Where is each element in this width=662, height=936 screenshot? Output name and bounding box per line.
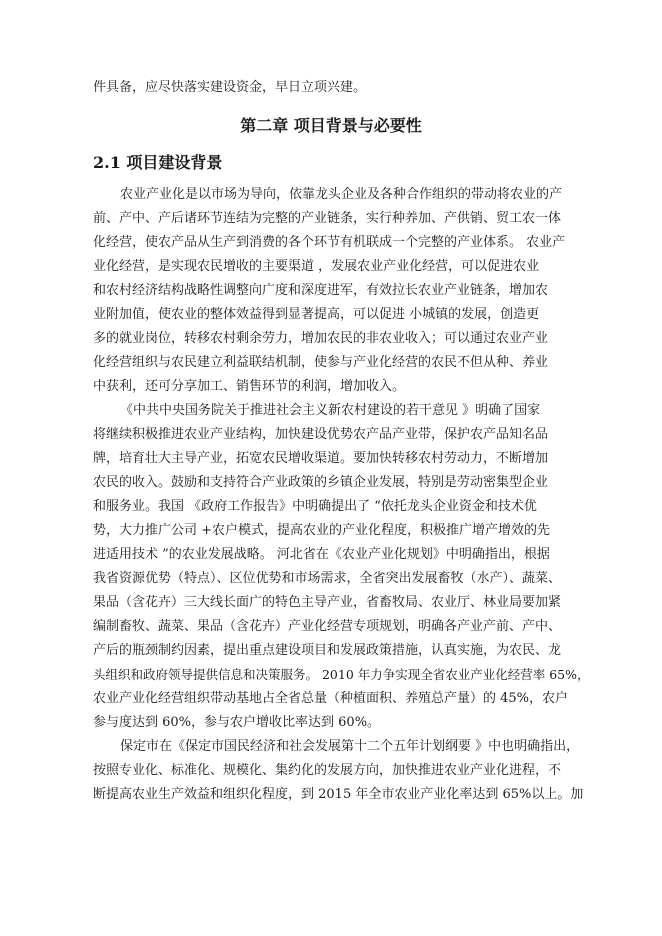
paragraph-line: 中获利，还可分享加工、销售环节的利润，增加收入。 [93, 379, 406, 394]
paragraph-line: 保定市在《保定市国民经济和社会发展第十二个五年计划纲要 》中也明确指出， [120, 739, 580, 754]
paragraph-line: 业化经营，是实现农民增收的主要渠道 ，发展农业产业化经营，可以促进农业 [93, 259, 540, 274]
paragraph-line: 件具备，应尽快落实建设资金，早日立项兴建。 [93, 80, 367, 95]
paragraph-line: 农业产业化是以市场为导向，依靠龙头企业及各种合作组织的带动将农业的产 [120, 187, 563, 202]
paragraph-line: 进适用技术 ”的农业发展战略。 河北省在《农业产业化规划》中明确指出，根据 [93, 547, 550, 562]
paragraph-line: 产后的瓶颈制约因素，提出重点建设项目和发展政策措施，认真实施，为农民、龙 [93, 643, 562, 658]
paragraph-line: 农民的收入。鼓励和支持符合产业政策的乡镇企业发展，特别是劳动密集型企业 [93, 475, 549, 490]
paragraph-line: 按照专业化、标准化、规模化、集约化的发展方向，加快推进农业产业化进程，不 [93, 763, 562, 778]
paragraph-line: 多的就业岗位，转移农村剩余劳力，增加农民的非农业收入；可以通过农业产业 [93, 331, 549, 346]
paragraph-line: 前、产中、产后诸环节连结为完整的产业链条，实行种养加、产供销、贸工农一体 [93, 211, 562, 226]
paragraph-line: 和农村经济结构战略性调整向广度和深度进军，有效拉长农业产业链条，增加农 [93, 283, 549, 298]
paragraph-line: 势，大力推广公司 +农户模式，提高农业的产业化程度，积极推广增产增效的先 [93, 523, 551, 538]
paragraph-line: 化经营，使农产品从生产到消费的各个环节有机联成一个完整的产业体系。 农业产 [93, 235, 566, 250]
paragraph-line: 断提高农业生产效益和组织化程度，到 2015 年全市农业产业化率达到 65%以上。加 [93, 787, 584, 802]
paragraph-line: 编制畜牧、蔬菜、果品（含花卉）产业化经营专项规划，明确各产业产前、产中、 [93, 619, 562, 634]
paragraph-line: 和服务业。我国 《政府工作报告》中明确提出了 “依托龙头企业资金和技术优 [93, 499, 537, 514]
paragraph-line: 业附加值，使农业的整体效益得到显著提高，可以促进 小城镇的发展，创造更 [93, 307, 540, 322]
paragraph-line: 头组织和政府领导提供信息和决策服务。 2010 年力争实现全省农业产业化经营率 65%， [93, 667, 590, 682]
paragraph-line: 化经营组织与农民建立利益联结机制，使参与产业化经营的农民不但从种、养业 [93, 355, 549, 370]
paragraph-line: 《中共中央国务院关于推进社会主义新农村建设的若干意见 》明确了国家 [120, 403, 541, 418]
paragraph-line: 果品（含花卉）三大线长面广的特色主导产业，省畜牧局、农业厅、林业局要加紧 [93, 595, 562, 610]
section-title: 2.1 项目建设背景 [93, 153, 223, 172]
paragraph-line: 参与度达到 60%，参与农户增收比率达到 60%。 [93, 715, 381, 730]
paragraph-line: 我省资源优势（特点）、区位优势和市场需求，全省突出发展畜牧（水产）、蔬菜、 [93, 571, 562, 586]
chapter-title: 第二章 项目背景与必要性 [240, 116, 422, 135]
paragraph-line: 牌，培育壮大主导产业，拓宽农民增收渠道。要加快转移农村劳动力，不断增加 [93, 451, 549, 466]
paragraph-line: 将继续积极推进农业产业结构，加快建设优势农产品产业带，保护农产品知名品 [93, 427, 549, 442]
paragraph-line: 农业产业化经营组织带动基地占全省总量（种植面积、养殖总产量）的 45%，农户 [93, 691, 569, 706]
